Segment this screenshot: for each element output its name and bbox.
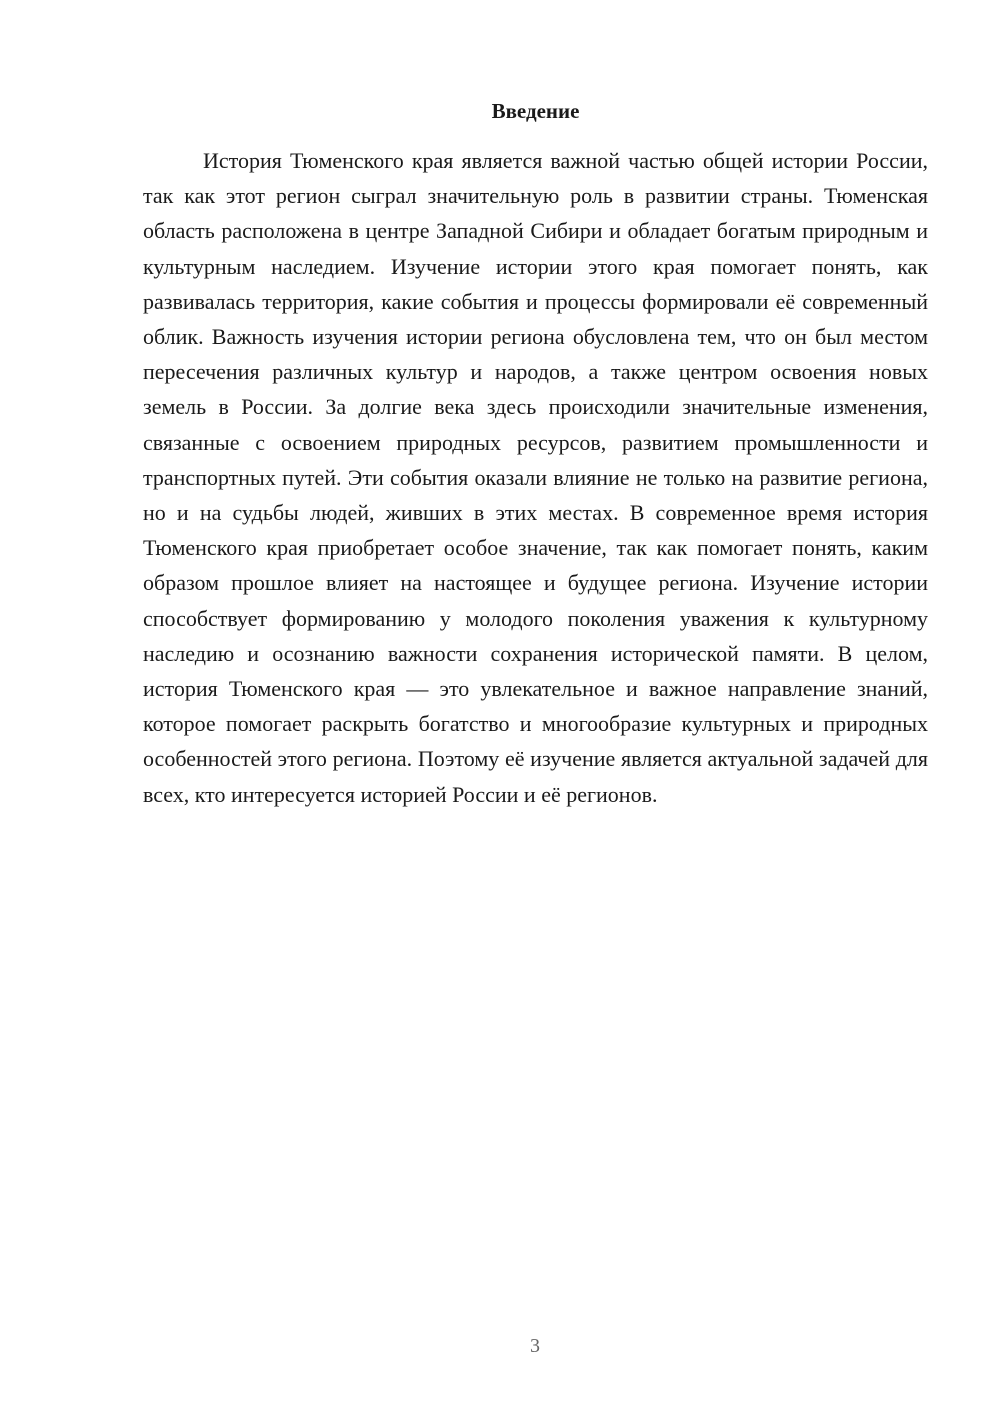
page-number: 3 [530,1335,540,1357]
introduction-paragraph: История Тюменского края является важной частью общей истории России, так как этот регион сыграл значительную роль в развитии страны. Тюменская область расположена в центре Западной Сибири и обладает богатым природным и культурным наследием. Изучение истории этого края помогает понять, как развивалась территория, какие события и процессы формировали её современный облик. Важность изучения истории региона обусловлена тем, что он был местом пересечения различных культур и народов, а также центром освоения новых земель в России. За долгие века здесь происходили значительные изменения, связанные с освоением природных ресурсов, развитием промышленности и транспортных путей. Эти события оказали влияние не только на развитие региона, но и на судьбы людей, живших в этих местах. В современное время история Тюменского края приобретает особое значение, так как помогает понять, каким образом прошлое влияет на настоящее и будущее региона. Изучение истории способствует формированию у молодого поколения уважения к культурному наследию и осознанию важности сохранения исторической памяти. В целом, история Тюменского края — это увлекательное и важное направление знаний, которое помогает раскрыть богатство и многообразие культурных и природных особенностей этого региона. Поэтому её изучение является актуальной задачей для всех, кто интересуется историей России и её регионов. [143,148,928,807]
section-heading: Введение [491,99,580,123]
